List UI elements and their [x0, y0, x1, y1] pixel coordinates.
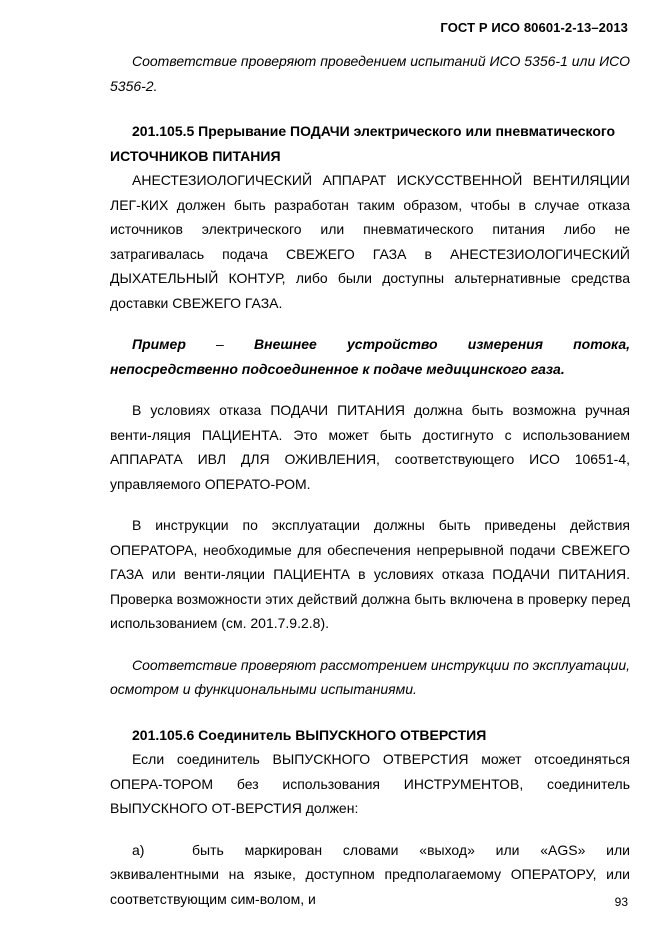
- compliance-statement: Соответствие проверяют рассмотрением инструкции по эксплуатации, осмотром и функциональными испытаниями.: [110, 656, 630, 697]
- paragraph: В условиях отказа ПОДАЧИ ПИТАНИЯ должна быть возможна ручная венти-ляция ПАЦИЕНТА. Это может быть достигнуто с использованием АППАРАТА ИВЛ ДЛЯ ОЖИВЛЕНИЯ, соответствующего ИСО 10651-4, управляемого ОПЕРАТО-РОМ.: [110, 402, 630, 492]
- page-body: [110, 49, 630, 911]
- paragraph: В инструкции по эксплуатации должны быть приведены действия ОПЕРАТОРА, необходимые для обеспечения непрерывной подачи СВЕЖЕГО ГАЗА или венти-ляции ПАЦИЕНТА в условиях отказа ПОДАЧИ ПИТАНИЯ. Проверка возможности этих действий должна быть включена в проверку перед использованием (см. 201.7.9.2.8).: [110, 517, 630, 631]
- example-label: Пример: [132, 336, 186, 352]
- list-marker: а): [132, 841, 145, 858]
- page-number: 93: [614, 895, 628, 909]
- document-header: ГОСТ Р ИСО 80601-2-13–2013: [440, 20, 628, 35]
- compliance-statement: Соответствие проверяют проведением испытаний ИСО 5356-1 или ИСО 5356-2.: [110, 53, 630, 94]
- section-heading: 201.105.5 Прерывание ПОДАЧИ электрического или пневматического ИСТОЧНИКОВ ПИТАНИЯ: [110, 123, 616, 164]
- paragraph: АНЕСТЕЗИОЛОГИЧЕСКИЙ АППАРАТ ИСКУССТВЕННОЙ ВЕНТИЛЯЦИИ ЛЕГ-КИХ должен быть разработан таким образом, чтобы в случае отказа источников электрического или пневматического питания либо не затрагивалась подача СВЕЖЕГО ГАЗА в АНЕСТЕЗИОЛОГИЧЕСКИЙ ДЫХАТЕЛЬНЫЙ КОНТУР, либо были доступны альтернативные средства доставки СВЕЖЕГО ГАЗА.: [110, 172, 630, 311]
- section-heading: 201.105.6 Соединитель ВЫПУСКНОГО ОТВЕРСТИЯ: [132, 726, 487, 743]
- example-text: Внешнее устройство измерения потока, непосредственно подсоединенное к подаче медицинского газа.: [110, 336, 630, 377]
- paragraph: Если соединитель ВЫПУСКНОГО ОТВЕРСТИЯ может отсоединяться ОПЕРА-ТОРОМ без использования ИНСТРУМЕНТОВ, соединитель ВЫПУСКНОГО ОТ-ВЕРСТИЯ должен:: [110, 751, 630, 816]
- list-item: [110, 838, 630, 912]
- example-dash: –: [185, 336, 254, 352]
- list-item-text: быть маркирован словами «выход» или «AGS» или эквивалентными на языке, доступном предполагаемому ОПЕРАТОРУ, или соответствующим сим-волом, и: [110, 841, 630, 907]
- example-paragraph: [110, 332, 630, 381]
